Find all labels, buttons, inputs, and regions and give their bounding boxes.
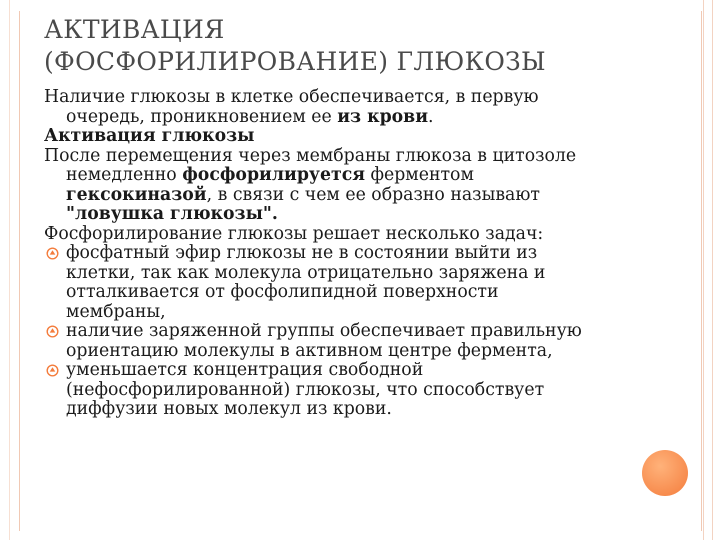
p3-line-1: После перемещения через мембраны глюкоза в цитозоле <box>44 145 577 166</box>
bullet-3-line-3: диффузии новых молекул из крови. <box>66 399 392 419</box>
decorative-orange-circle <box>642 450 688 496</box>
bullet-1-line-4: мембраны, <box>66 301 166 322</box>
bullet-item-2 <box>44 322 680 361</box>
p3-bold-verb: фосфорилируется <box>182 165 365 185</box>
p3-text-a: немедленно <box>66 165 183 185</box>
p3-line-2 <box>44 166 680 186</box>
paragraph-4: Фосфорилирование глюкозы решает несколько задач: <box>44 223 544 244</box>
p3-line-3 <box>44 186 680 206</box>
p1-line-2 <box>44 108 680 128</box>
p3-text-b: , в связи с чем ее образно называют <box>206 184 540 205</box>
paragraph-3 <box>44 147 680 225</box>
decorative-left-stripe <box>9 0 18 540</box>
p1-period: . <box>428 106 434 127</box>
bullet-1-line-1: фосфатный эфир глюкозы не в состоянии выйти из <box>66 243 538 263</box>
p3-bold-enzyme: гексокиназой <box>66 184 207 205</box>
p3-text-c: ферментом <box>365 165 474 185</box>
p1-line-1: Наличие глюкозы в клетке обеспечивается, в первую <box>44 87 539 107</box>
bullet-item-1 <box>44 244 680 322</box>
p1-text: очередь, проникновением ее <box>66 106 338 127</box>
bullet-3-line-2: (нефосфорилированной) глюкозы, что способствует <box>66 379 545 400</box>
bullet-1-line-2: клетки, так как молекула отрицательно заряжена и <box>66 262 546 283</box>
bullet-3-line-1: уменьшается концентрация свободной <box>66 360 424 380</box>
circle-arrow-up-icon <box>46 325 59 338</box>
title-line-1: АКТИВАЦИЯ <box>44 15 225 44</box>
bullet-2-line-1: наличие заряженной группы обеспечивает правильную <box>66 321 582 341</box>
circle-arrow-up-icon <box>46 364 59 377</box>
decorative-right-stripe <box>703 0 713 540</box>
slide-title <box>44 14 684 78</box>
title-line-2: (ФОСФОРИЛИРОВАНИЕ) ГЛЮКОЗЫ <box>44 47 546 76</box>
p1-bold-text: из крови <box>337 106 429 127</box>
bullet-1-line-3: отталкивается от фосфолипидной поверхности <box>66 282 499 302</box>
circle-arrow-up-icon <box>46 247 59 260</box>
bullet-item-3 <box>44 361 680 420</box>
paragraph-2-heading: Активация глюкозы <box>44 126 255 146</box>
p3-line-4: "ловушка глюкозы". <box>66 204 278 224</box>
paragraph-1 <box>44 88 680 127</box>
slide-body <box>44 88 680 420</box>
bullet-2-line-2: ориентацию молекулы в активном центре фермента, <box>66 340 553 361</box>
